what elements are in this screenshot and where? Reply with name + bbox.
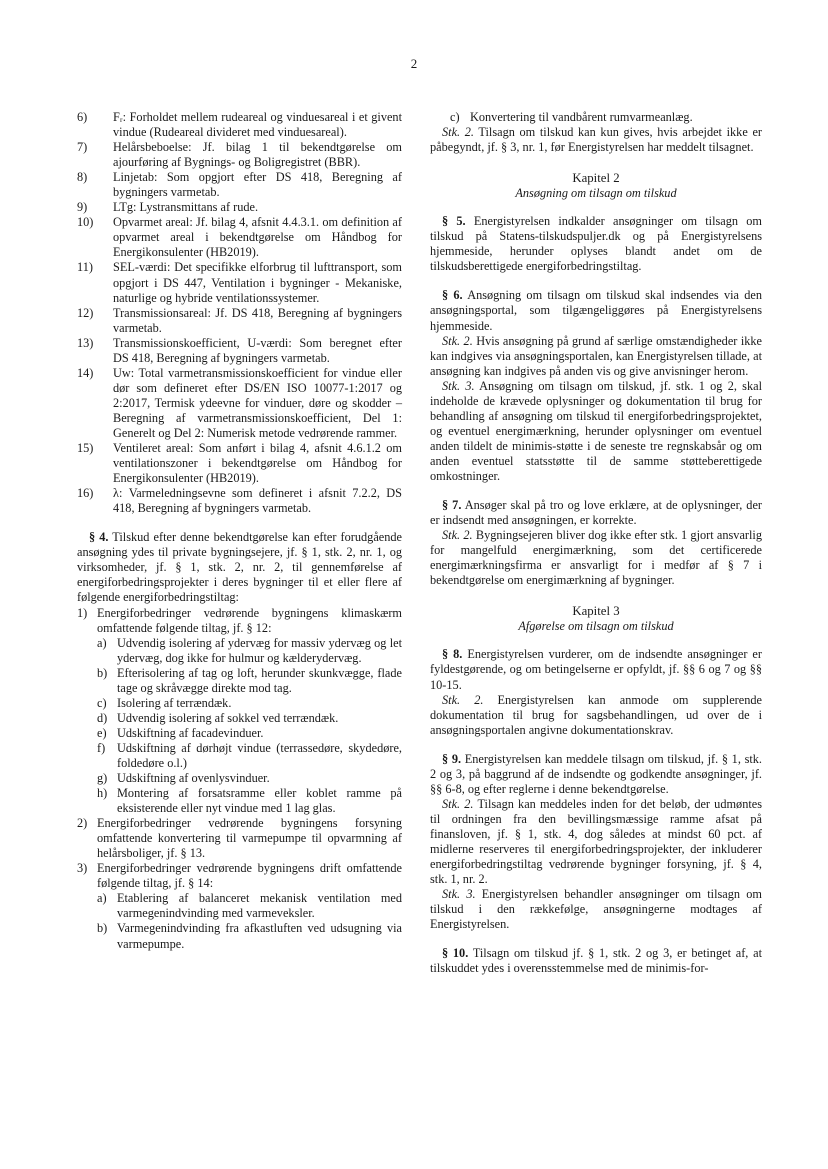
- stk-paragraph: Stk. 2. Bygningsejeren bliver dog ikke efter stk. 1 gjort ansvarlig for mangelfuld energimærkning, som det certificerede energimærkningsfirma er ansvarligt for i medfør af § 7 i bekendtgørelse om energimærkning af bygninger.: [430, 528, 762, 588]
- section-5: § 5. Energistyrelsen indkalder ansøgninger om tilsagn om tilskud på Statens-tilskudspuljer.dk og på Energistyrelsens hjemmeside, herunder oplyses blandt andet om de tilskudsberettigede energiforbedringstiltag.: [430, 214, 762, 274]
- section-6: § 6. Ansøgning om tilsagn om tilskud skal indsendes via den ansøgningsportal, som tilgængeliggøres på Energistyrelsens hjemmeside.: [430, 288, 762, 333]
- definition-item: 8) Linjetab: Som opgjort efter DS 418, Beregning af bygningers varmetab.: [77, 170, 402, 200]
- list-item: 2) Energiforbedringer vedrørende bygningens forsyning omfattende konvertering til varmepumpe til opvarmning af helårsboliger, jf. § 13.: [77, 816, 402, 861]
- sub-item: c) Isolering af terrændæk.: [97, 695, 232, 710]
- stk-paragraph: Stk. 2. Tilsagn om tilskud kan kun gives, hvis arbejdet ikke er påbegyndt, jf. § 3, nr. 1, før Energistyrelsen har meddelt tilsagnet.: [430, 125, 762, 155]
- list-item: 3) Energiforbedringer vedrørende bygningens drift omfattende følgende tiltag, jf. § 14:: [77, 861, 402, 891]
- section-7: § 7. Ansøger skal på tro og love erklære, at de oplysninger, der er indsendt med ansøgningen, er korrekte.: [430, 498, 762, 528]
- section-label: § 4.: [89, 530, 109, 545]
- definition-list: [77, 110, 402, 516]
- left-column: [77, 110, 402, 952]
- definition-item: 9) LTg: Lystransmittans af rude.: [77, 200, 259, 215]
- sub-item: a) Etablering af balanceret mekanisk ventilation med varmegenindvinding med varmeveksler.: [97, 891, 402, 921]
- section-4: § 4. Tilskud efter denne bekendtgørelse kan efter forudgående ansøgning ydes til private bygningsejere, jf. § 1, stk. 2, nr. 1, og virksomheder, jf. § 1, stk. 2, nr. 2, til gennemførelse af energiforbedringsprojekter i deres bygninger til et eller flere af følgende energiforbedringstiltag:: [77, 530, 402, 605]
- definition-item: 7) Helårsbeboelse: Jf. bilag 1 til bekendtgørelse om ajourføring af Bygnings- og Boligregistret (BBR).: [77, 140, 402, 170]
- right-column: [430, 110, 762, 976]
- stk-paragraph: Stk. 3. Ansøgning om tilsagn om tilskud, jf. stk. 1 og 2, skal indeholde de krævede oplysninger og dokumentation til brug for behandling af ansøgning om tilskud til energiforbedringsprojektet, og eventuel energimærkning, herunder oplysninger om eventuel anden tildelt de minimis-støtte i de seneste tre regnskabsår og om anden eventuel statsstøtte til de samme støtteberettigede omkostninger.: [430, 378, 762, 483]
- sub-item: c) Konvertering til vandbårent rumvarmeanlæg.: [450, 110, 693, 124]
- definition-item: 15) Ventileret areal: Som anført i bilag 4, afsnit 4.6.1.2 om ventilationszoner i bekendtgørelse om Håndbog for Energikonsulenter (HB2019).: [77, 441, 402, 486]
- section-9: § 9. Energistyrelsen kan meddele tilsagn om tilskud, jf. § 1, stk. 2 og 3, på baggrund af de indsendte og godkendte ansøgninger, jf. §§ 6-8, og efter reglerne i denne bekendtgørelse.: [430, 751, 762, 796]
- stk-paragraph: Stk. 2. Tilsagn kan meddeles inden for det beløb, der udmøntes til ordningen fra den bevillingsmæssige ramme afsat på finansloven, jf. § 1, stk. 4, dog således at mindst 60 pct. af midlerne reserveres til energiforbedringsprojekter, der inkluderer energiforbedringstiltag vedrørende bygninger forsyning, jf. § 4, stk. 1, nr. 2.: [430, 796, 763, 887]
- sub-item: e) Udskiftning af facadevinduer.: [97, 725, 264, 740]
- section-8: § 8. Energistyrelsen vurderer, om de indsendte ansøgninger er fyldestgørende, og om betingelserne er opfyldt, jf. §§ 6 og 7 og §§ 10-15.: [430, 647, 762, 692]
- chapter-title: Kapitel 2: [572, 171, 620, 186]
- definition-item: 11) SEL-værdi: Det specifikke elforbrug til lufttransport, som opgjort i DS 447, Ventilation i bygninger - Mekaniske, naturlige og hybride ventilationssystemer.: [77, 260, 402, 305]
- definition-item: 14) Uw: Total varmetransmissionskoefficient for vindue eller dør som defineret efter DS/EN ISO 10077-1:2017 og 2:2017, Termisk ydeevne for vinduer, døre og skodder – Beregning af varmetransmissionskoefficient, Del 1: Generelt og Del 2: Numerisk metode vedrørende rammer.: [77, 365, 402, 440]
- sub-item: f) Udskiftning af dørhøjt vindue (terrassedøre, skydedøre, foldedøre o.l.): [97, 740, 402, 770]
- list-item: 1) Energiforbedringer vedrørende bygningens klimaskærm omfattende følgende tiltag, jf. § 12:: [77, 605, 402, 635]
- stk-paragraph: Stk. 2. Hvis ansøgning på grund af særlige omstændigheder ikke kan indgives via ansøgningsportalen, kan Energistyrelsen tillade, at ansøgning kan indgives på anden vis og give anvisninger herom.: [430, 333, 762, 378]
- sub-item: b) Efterisolering af tag og loft, herunder skunkvægge, flade tage og skråvægge direkte mod tag.: [97, 665, 402, 695]
- stk-paragraph: Stk. 3. Energistyrelsen behandler ansøgninger om tilsagn om tilskud i den rækkefølge, ansøgningerne modtages af Energistyrelsen.: [430, 887, 762, 932]
- definition-item: 12) Transmissionsareal: Jf. DS 418, Beregning af bygningers varmetab.: [77, 305, 402, 335]
- chapter-subtitle: Ansøgning om tilsagn om tilskud: [515, 186, 677, 201]
- sub-item: d) Udvendig isolering af sokkel ved terrændæk.: [97, 710, 339, 725]
- section-10: § 10. Tilsagn om tilskud jf. § 1, stk. 2 og 3, er betinget af, at tilskuddet ydes i overensstemmelse med de minimis-for-: [430, 946, 762, 976]
- definition-item: 10) Opvarmet areal: Jf. bilag 4, afsnit 4.4.3.1. om definition af opvarmet areal i bekendtgørelse om Håndbog for Energikonsulenter (HB2019).: [77, 215, 402, 260]
- page-number: 2: [410, 56, 418, 71]
- sub-item: h) Montering af forsatsramme eller koblet ramme på eksisterende eller nyt vindue med 1 lag glas.: [97, 786, 402, 816]
- definition-item: 16) λ: Varmeledningsevne som defineret i afsnit 7.2.2, DS 418, Beregning af bygningers varmetab.: [77, 486, 402, 516]
- sub-item: g) Udskiftning af ovenlysvinduer.: [97, 771, 270, 786]
- definition-item: 13) Transmissionskoefficient, U-værdi: Som beregnet efter DS 418, Beregning af bygningers varmetab.: [77, 335, 402, 365]
- chapter-subtitle: Afgørelse om tilsagn om tilskud: [518, 619, 674, 634]
- stk-paragraph: Stk. 2. Energistyrelsen kan anmode om supplerende dokumentation til brug for sagsbehandlingen, ud over de i ansøgningsportalen angivne dokumentationskrav.: [430, 692, 762, 737]
- sub-item: a) Udvendig isolering af ydervæg for massiv ydervæg og let ydervæg, dog ikke for hulmur og kælderydervæg.: [97, 635, 402, 665]
- chapter-title: Kapitel 3: [572, 604, 620, 619]
- definition-item: 6) Fᵣ: Forholdet mellem rudeareal og vinduesareal i et givent vindue (Rudeareal divideret med vinduesareal).: [77, 110, 402, 140]
- sub-item: b) Varmegenindvinding fra afkastluften ved udsugning via varmepumpe.: [97, 921, 402, 951]
